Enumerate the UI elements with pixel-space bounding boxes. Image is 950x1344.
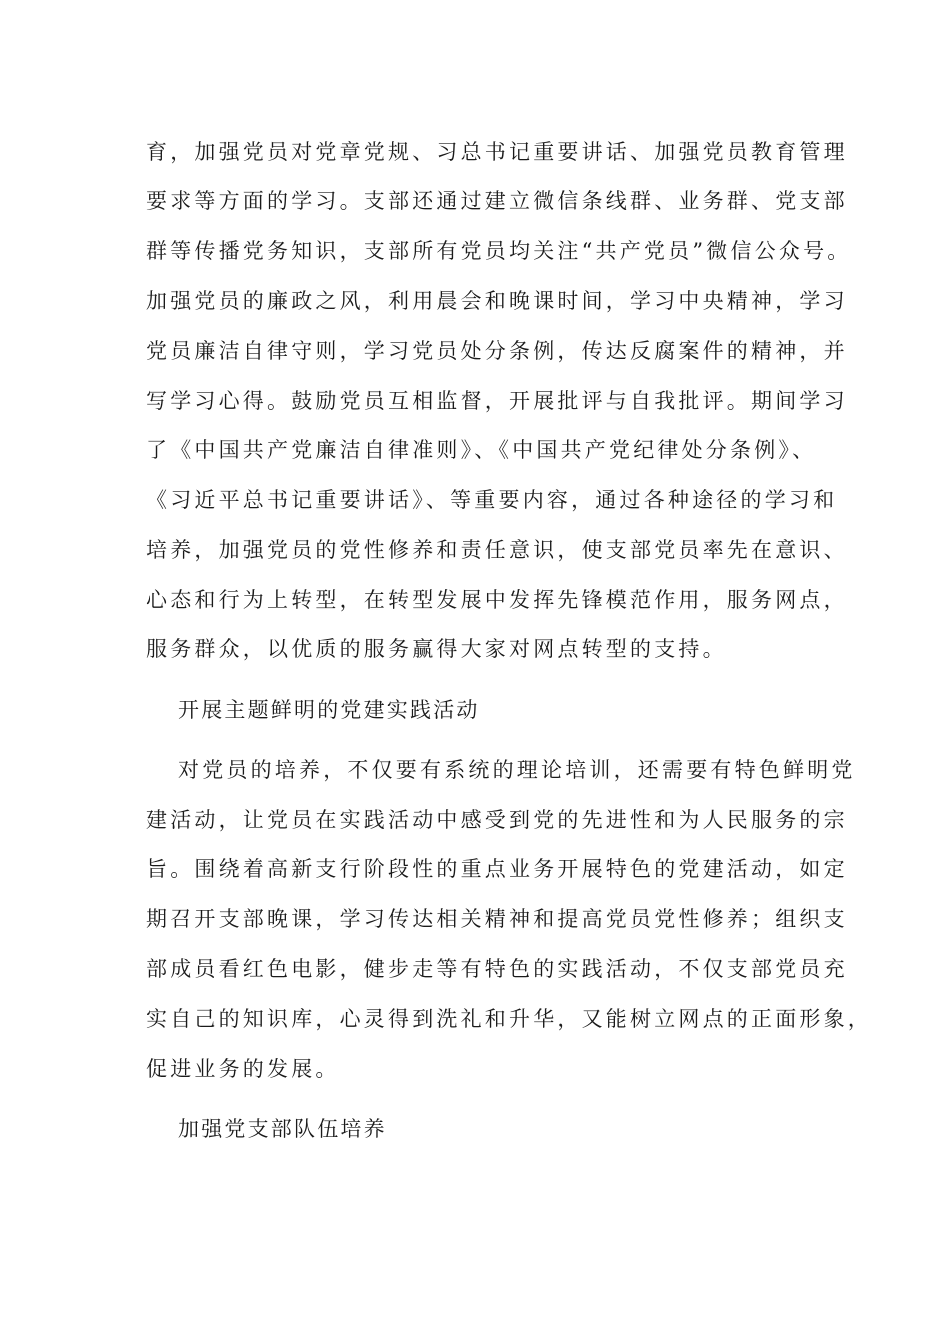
- paragraph-line: 党员廉洁自律守则，学习党员处分条例，传达反腐案件的精神，并: [146, 339, 848, 363]
- section-heading-branch-team: 加强党支部队伍培养: [178, 1117, 387, 1141]
- paragraph-line: 写学习心得。鼓励党员互相监督，开展批评与自我批评。期间学习: [146, 389, 848, 413]
- paragraph-line: 加强党员的廉政之风，利用晨会和晚课时间，学习中央精神，学习: [146, 289, 848, 313]
- paragraph-line: 对党员的培养，不仅要有系统的理论培训，还需要有特色鲜明党: [178, 758, 856, 782]
- paragraph-line: 培养，加强党员的党性修养和责任意识，使支部党员率先在意识、: [146, 538, 848, 562]
- section-heading-practice-activities: 开展主题鲜明的党建实践活动: [178, 698, 480, 722]
- paragraph-line: 群等传播党务知识，支部所有党员均关注“共产党员”微信公众号。: [146, 239, 852, 263]
- paragraph-line: 服务群众，以优质的服务赢得大家对网点转型的支持。: [146, 637, 727, 661]
- paragraph-line: 实自己的知识库，心灵得到洗礼和升华，又能树立网点的正面形象，: [146, 1007, 872, 1031]
- paragraph-line: 部成员看红色电影，健步走等有特色的实践活动，不仅支部党员充: [146, 957, 848, 981]
- paragraph-line: 心态和行为上转型，在转型发展中发挥先锋模范作用，服务网点，: [146, 588, 848, 612]
- paragraph-line: 旨。围绕着高新支行阶段性的重点业务开展特色的党建活动，如定: [146, 857, 848, 881]
- paragraph-line: 建活动，让党员在实践活动中感受到党的先进性和为人民服务的宗: [146, 808, 848, 832]
- paragraph-line: 期召开支部晚课，学习传达相关精神和提高党员党性修养；组织支: [146, 907, 848, 931]
- paragraph-line: 促进业务的发展。: [146, 1057, 340, 1081]
- paragraph-line: 要求等方面的学习。支部还通过建立微信条线群、业务群、党支部: [146, 189, 848, 213]
- paragraph-line: 了《中国共产党廉洁自律准则》、《中国共产党纪律处分条例》、: [146, 438, 817, 462]
- paragraph-line: 《习近平总书记重要讲话》、等重要内容，通过各种途径的学习和: [146, 488, 838, 512]
- paragraph-line: 育，加强党员对党章党规、习总书记重要讲话、加强党员教育管理: [146, 140, 848, 164]
